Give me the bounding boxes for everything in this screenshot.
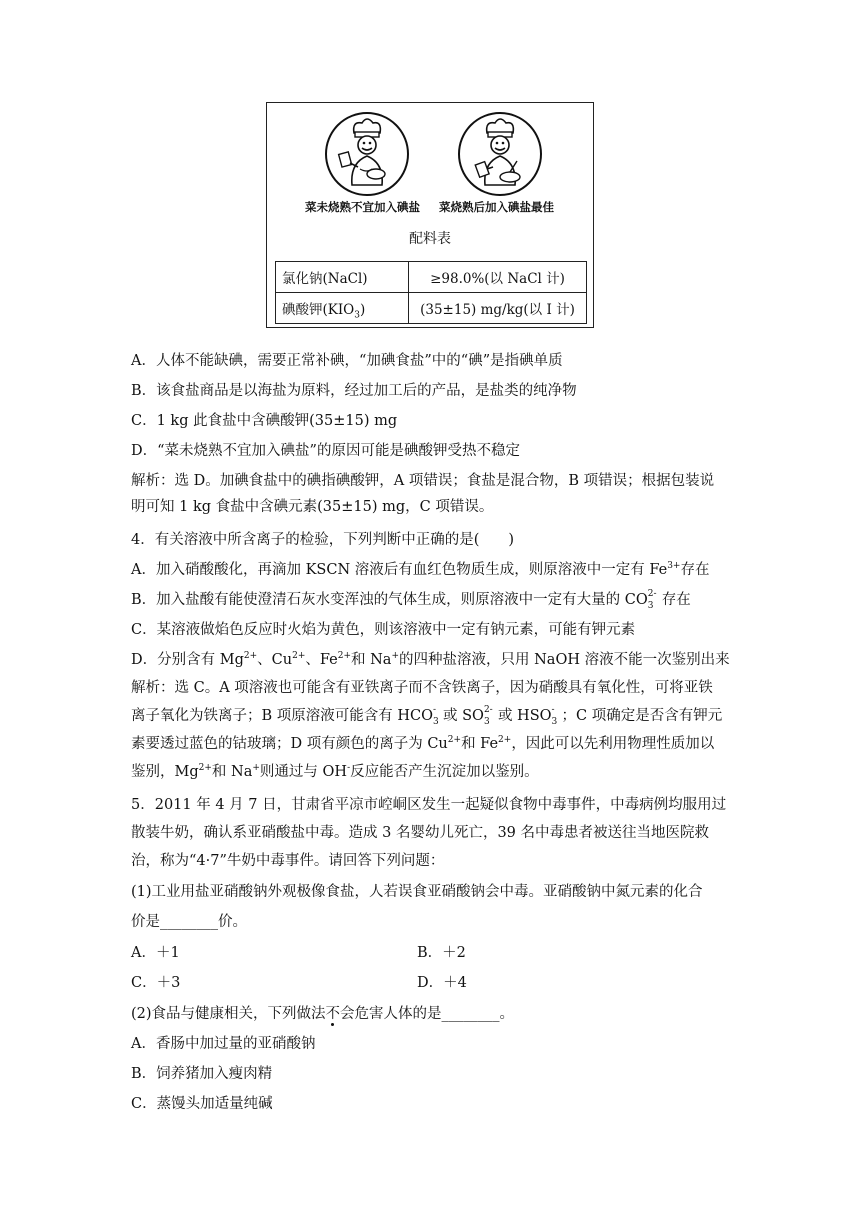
q3-option-a: A．人体不能缺碘，需要正常补碘，“加碘食盐”中的“碘”是指碘单质: [131, 353, 563, 369]
q5-stem-line-1: 5．2011 年 4 月 7 日，甘肃省平凉市崆峒区发生一起疑似食物中毒事件，中毒病例均服用过: [131, 797, 727, 813]
q3-option-d: D．“菜未烧熟不宜加入碘盐”的原因可能是碘酸钾受热不稳定: [131, 443, 520, 459]
q4-analysis-line-4: 鉴别，$Mg^{2+}$和 Na+则通过与 OH-反应能否产生沉淀加以鉴别。: [131, 763, 539, 780]
q4-analysis-line-1: 解析：选 C。A 项溶液也可能含有亚铁离子而不含铁离子，因为硝酸具有氧化性，可将亚铁: [131, 680, 713, 696]
q4-option-d: D．分别含有 $Mg^{2+}$、$Cu^{2+}$、$Fe^{2+}$和 Na+的四种盐溶液，只用 NaOH 溶液不能一次鉴别出来: [131, 651, 730, 668]
q5-part1-option-b: B．＋2: [417, 945, 466, 961]
q5-part2-option-c: C．蒸馒头加适量纯碱: [131, 1096, 273, 1112]
q3-option-b: B．该食盐商品是以海盐为原料，经过加工后的产品，是盐类的纯净物: [131, 383, 577, 399]
q5-part1-option-d: D．＋4: [417, 975, 467, 991]
chef-illustration-right: [457, 111, 543, 197]
q5-part1-line-2: 价是________价。: [131, 914, 247, 930]
q4-analysis-line-2: 离子氧化为铁离子；B 项原溶液可能含有 HCO - 3 或 SO 2- 3 或 HSO - 3 ；C 项确定是否含有钾元: [131, 705, 723, 727]
q3-analysis-line-2: 明可知 1 kg 食盐中含碘元素(35±15) mg，C 项错误。: [131, 499, 494, 515]
q5-part1-option-a: A．＋1: [131, 945, 180, 961]
q5-part2-option-b: B．饲养猪加入瘦肉精: [131, 1066, 273, 1082]
ingredient-table: [275, 261, 587, 324]
caption-right: 菜烧熟后加入碘盐最佳: [439, 200, 554, 214]
q5-stem-line-2: 散装牛奶，确认系亚硝酸盐中毒。造成 3 名婴幼儿死亡，39 名中毒患者被送往当地医院救: [131, 825, 709, 841]
q4-option-c: C．某溶液做焰色反应时火焰为黄色，则该溶液中一定有钠元素，可能有钾元素: [131, 622, 636, 638]
q5-part2-stem: (2)食品与健康相关，下列做法不会危害人体的是________。: [131, 1006, 515, 1022]
q5-part1-line-1: (1)工业用盐亚硝酸钠外观极像食盐，人若误食亚硝酸钠会中毒。亚硝酸钠中氮元素的化合: [131, 884, 703, 900]
q4-option-a: A．加入硝酸酸化，再滴加 KSCN 溶液后有血红色物质生成，则原溶液中一定有 $Fe^{3+}$存在: [131, 561, 710, 578]
q5-part2-option-a: A．香肠中加过量的亚硝酸钠: [131, 1036, 316, 1052]
chef-illustration-left: [324, 111, 410, 197]
ingredient-name: 氯化钠(NaCl): [276, 262, 409, 293]
q5-part1-option-c: C．＋3: [131, 975, 181, 991]
caption-left: 菜未烧熟不宜加入碘盐: [305, 200, 420, 214]
q3-analysis-line-1: 解析：选 D。加碘食盐中的碘指碘酸钾，A 项错误；食盐是混合物，B 项错误；根据包装说: [131, 473, 715, 489]
q4-analysis-line-3: 素要透过蓝色的钴玻璃；D 项有颜色的离子为 $Cu^{2+}$和 $Fe^{2+}$，因此可以先利用物理性质加以: [131, 735, 715, 752]
table-row: [276, 293, 587, 324]
q4-stem: 4．有关溶液中所含离子的检验，下列判断中正确的是( ): [131, 532, 515, 548]
ingredient-value: (35±15) mg/kg(以 I 计): [409, 293, 587, 324]
q5-stem-line-3: 治，称为“4·7”牛奶中毒事件。请回答下列问题：: [131, 853, 445, 869]
q3-option-c: C．1 kg 此食盐中含碘酸钾(35±15) mg: [131, 413, 398, 429]
ingredient-value: ≥98.0%(以 NaCl 计): [409, 262, 587, 293]
emphasis-dot-text: 不: [325, 1006, 341, 1022]
table-row: [276, 262, 587, 293]
ingredient-name: 碘酸钾$(KIO_3)$: [276, 293, 409, 324]
table-title: 配料表: [409, 231, 451, 247]
iodized-salt-figure: [266, 102, 594, 328]
q4-option-b: B．加入盐酸有能使澄清石灰水变浑浊的气体生成，则原溶液中一定有大量的 CO 2- 3 存在: [131, 589, 691, 611]
